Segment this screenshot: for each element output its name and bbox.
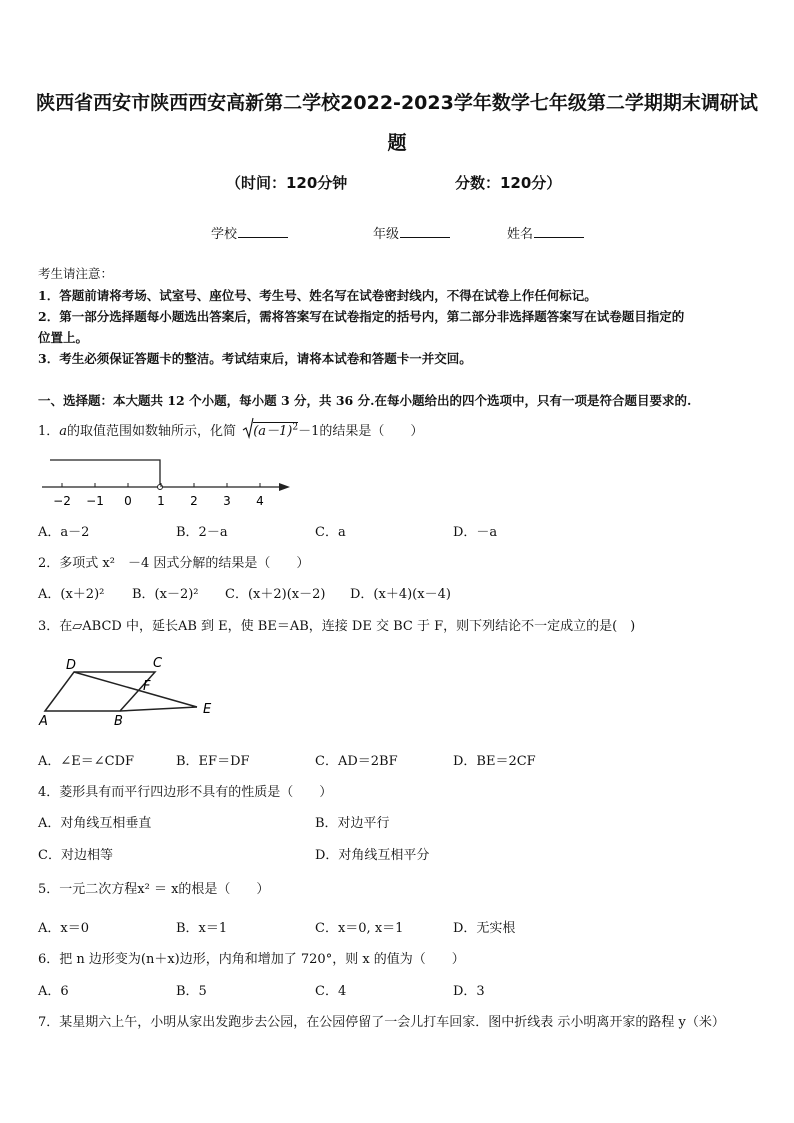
q5-option-d[interactable]: D．无实根: [453, 921, 516, 936]
q4-option-a[interactable]: A．对角线互相垂直: [38, 816, 152, 831]
parallelogram-figure: [30, 650, 270, 740]
notice-item-2-cont: 位置上。: [38, 330, 89, 345]
exam-title-line1: 陕西省西安市陕西西安高新第二学校2022-2023学年数学七年级第二学期期末调研试: [36, 92, 758, 114]
name-field[interactable]: 姓名: [507, 223, 584, 242]
q2-option-c[interactable]: C．(x＋2)(x－2): [225, 587, 326, 602]
tick-label: 2: [190, 494, 198, 508]
number-line-figure: [0, 452, 794, 512]
notice-item-3: 3．考生必须保证答题卡的整洁。考试结束后，请将本试卷和答题卡一并交回。: [38, 351, 472, 366]
q4-option-b[interactable]: B．对边平行: [315, 816, 390, 831]
tick-label: −1: [86, 494, 104, 508]
notice-heading: 考生请注意：: [38, 266, 114, 281]
school-field[interactable]: 学校: [211, 223, 288, 242]
tick-label: 0: [124, 494, 132, 508]
grade-field[interactable]: 年级: [373, 223, 450, 242]
q3-option-b[interactable]: B．EF＝DF: [176, 754, 250, 769]
label-b: B: [114, 714, 123, 729]
notice-item-1: 1．答题前请将考场、试室号、座位号、考生号、姓名写在试卷密封线内，不得在试卷上作任何标记。: [38, 288, 597, 303]
tick-label: 1: [157, 494, 165, 508]
q3-option-d[interactable]: D．BE＝2CF: [453, 754, 536, 769]
q2-option-a[interactable]: A．(x＋2)²: [38, 587, 105, 602]
q6-option-b[interactable]: B．5: [176, 984, 207, 999]
question-4: 4．菱形具有而平行四边形不具有的性质是（ ）: [38, 785, 333, 800]
label-d: D: [66, 658, 77, 673]
tick-label: 3: [223, 494, 231, 508]
q2-option-b[interactable]: B．(x－2)²: [132, 587, 199, 602]
total-score: 分数：120分）: [455, 174, 562, 192]
q5-option-c[interactable]: C．x＝0, x＝1: [315, 921, 404, 936]
tick-label: 4: [256, 494, 264, 508]
question-3: 3．在▱ABCD 中，延长AB 到 E，使 BE＝AB，连接 DE 交 BC 于 F，则下列结论不一定成立的是( ): [38, 619, 636, 634]
q1-option-a[interactable]: A．a－2: [38, 525, 90, 540]
tick-label: −2: [53, 494, 71, 508]
label-a: A: [39, 714, 48, 729]
time-limit: （时间：120分钟: [226, 174, 348, 192]
q5-option-b[interactable]: B．x＝1: [176, 921, 228, 936]
q3-option-c[interactable]: C．AD＝2BF: [315, 754, 398, 769]
q1-option-c[interactable]: C．a: [315, 525, 346, 540]
radical-sign-icon: [242, 417, 254, 439]
question-6: 6．把 n 边形变为(n＋x)边形，内角和增加了 720°，则 x 的值为（ ）: [38, 952, 465, 967]
open-point-marker: [158, 485, 163, 490]
exam-title-line2: 题: [387, 132, 407, 154]
arrow-right-icon: [279, 483, 290, 491]
question-2: 2．多项式 x² －4 因式分解的结果是（ ）: [38, 556, 310, 571]
section-1-heading: 一、选择题：本大题共 12 个小题，每小题 3 分，共 36 分.在每小题给出的四个选项中，只有一项是符合题目要求的.: [38, 393, 692, 408]
q6-option-d[interactable]: D．3: [453, 984, 485, 999]
q4-option-c[interactable]: C．对边相等: [38, 848, 113, 863]
q1-option-d[interactable]: D．－a: [453, 525, 498, 540]
segment-be: [120, 707, 197, 711]
q4-option-d[interactable]: D．对角线互相平分: [315, 848, 430, 863]
q6-option-a[interactable]: A．6: [38, 984, 69, 999]
label-e: E: [203, 702, 212, 717]
parallelogram-abcd: [45, 672, 155, 711]
q1-option-b[interactable]: B．2－a: [176, 525, 228, 540]
label-f: F: [143, 679, 151, 694]
question-5: 5．一元二次方程x² ＝ x的根是（ ）: [38, 882, 270, 897]
question-1: 1．a的取值范围如数轴所示，化简 $(a-1)^2-1$的结果是（ ）: [38, 420, 423, 439]
q5-option-a[interactable]: A．x＝0: [38, 921, 89, 936]
q6-option-c[interactable]: C．4: [315, 984, 347, 999]
segment-de: [74, 672, 197, 707]
label-c: C: [153, 656, 163, 671]
notice-item-2: 2．第一部分选择题每小题选出答案后，需将答案写在试卷指定的括号内，第二部分非选择题答案写在试卷题目指定的: [38, 309, 685, 324]
sqrt-expression: $(a-1)^2$: [242, 420, 298, 439]
solution-range-bracket: [50, 460, 160, 487]
question-7: 7．某星期六上午，小明从家出发跑步去公园，在公园停留了一会儿打车回家．图中折线表 示小明离开家的路程 y（米）: [38, 1015, 725, 1030]
q2-option-d[interactable]: D．(x＋4)(x－4): [350, 587, 451, 602]
q3-option-a[interactable]: A．∠E＝∠CDF: [38, 754, 135, 769]
